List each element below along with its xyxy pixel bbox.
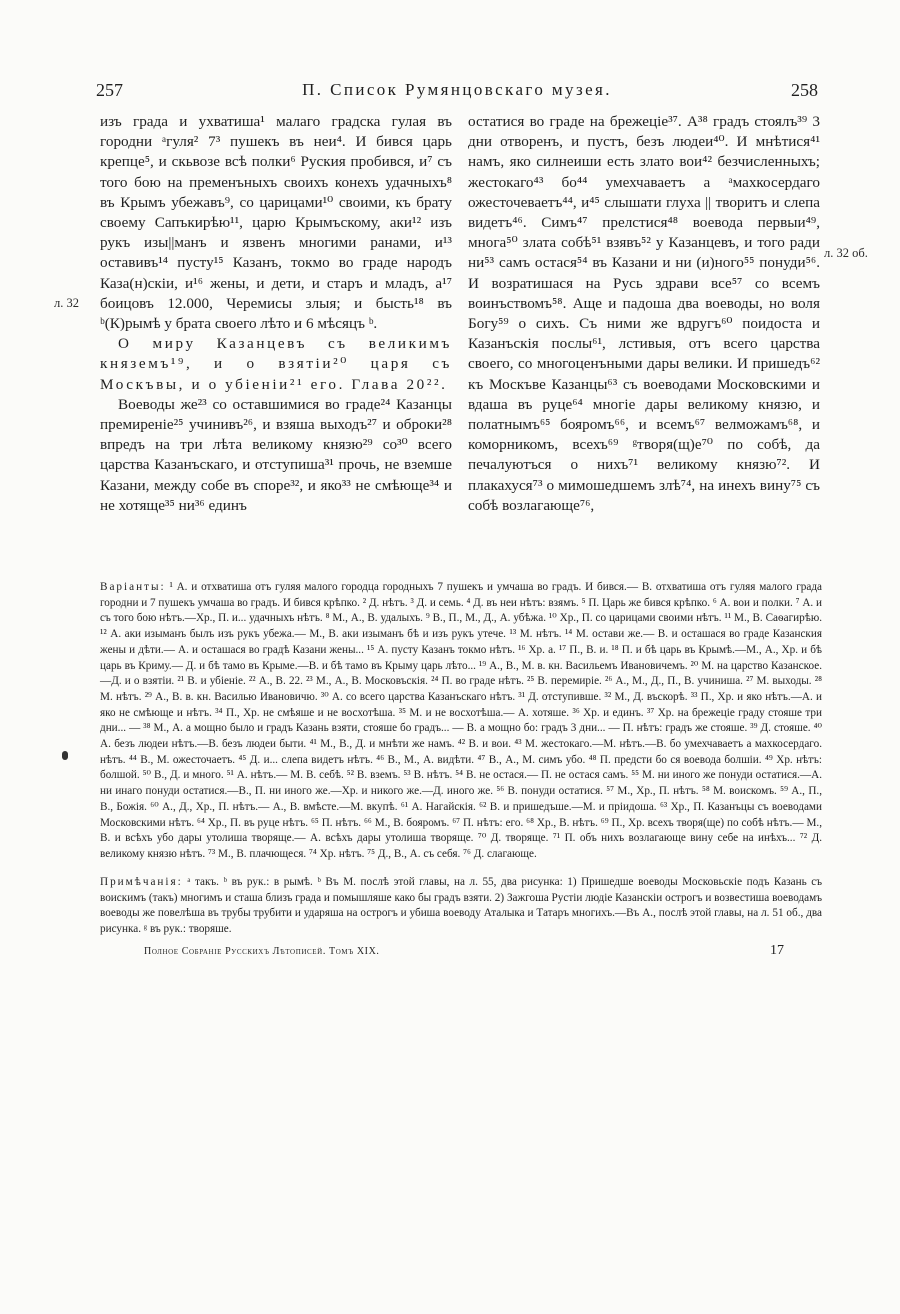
page-number-right: 258: [791, 80, 818, 100]
margin-reference-right: л. 32 об.: [824, 246, 868, 260]
variants-text: ¹ А. и отхватиша отъ гуляя малого городца городныхъ 7 пушекъ и умчаша во градъ. И бився.— В. отхватиша отъ гуляя малого града городни и 7 пушекъ умчаша во градъ. И бився крѣпко. ² Д. нѣтъ. ³ Д. и семь. ⁴ Д. въ неи нѣтъ: взямъ. ⁵ П. Царь же бився крѣпко. ⁶ А. вои и полки. ⁷ А. и съ того бою нѣтъ.—Хр., П. и... удачныхъ нѣтъ. ⁸ М., А., В. удалыхъ. ⁹ В., П., М., Д., А. убѣжа. ¹⁰ Хр., П. со царицами своими нѣтъ. ¹¹ М., В. Саѳагирѣю. ¹² А. аки изыманъ былъ изъ рукъ убежа.— М., В. аки изыманъ бѣ и изъ рукъ утече. ¹³ М. нѣтъ. ¹⁴ М. остави же.— В. и осташася во граде Казанския жены и дѣти.— А. и осташася во градѣ Казани жены... ¹⁵ А. пусту Казанъ токмо нѣтъ. ¹⁶ Хр. а. ¹⁷ П., В. и. ¹⁸ П. и бѣ царь въ Крымѣ.—М., А., Хр. и бѣ царь въ Криму.— Д. и бѣ тамо въ Крыме.—В. и бѣ тамо въ Крыму царь лѣто... ¹⁹ А., В., М. в. кн. Васильемъ Ивановичемъ. ²⁰ М. на царство Казанское.—Д. и о взятіи. ²¹ В. и убіеніе. ²² А., В. 22. ²³ М., А., В. Московъскія. ²⁴ П. во граде нѣтъ. ²⁵ В. перемиріе. ²⁶ А., М., Д., П., В. учиниша. ²⁷ М. выходы. ²⁸ М. нѣтъ. ²⁹ А., В. в. кн. Василью Ивановичю. ³⁰ А. со всего царства Казанъскаго нѣтъ. ³¹ Д. отступивше. ³² М., Д. въскорѣ. ³³ П., Хр. и яко нѣтъ.—А. и яко не смѣюще и нѣтъ. ³⁴ П., Хр. не смѣяше и не восхотѣша. ³⁵ М. и не восхотѣша.— А. хотяше. ³⁶ Хр. и единъ. ³⁷ Хр. на брежеціе граду стояше три дни... — ³⁸ М., А. а мощно было и градъ Казань взяти, стояше бо градъ... — В. а мощно бо: градъ 3 дни... — П. нѣтъ: градъ же стояше. ³⁹ Д. стояше. ⁴⁰ А. безъ людеи нѣтъ.—В. безъ людеи быти. ⁴¹ М., В., Д. и мнѣти же намъ. ⁴² В. и вои. ⁴³ М. жестокаго.—М. нѣтъ.—В. бо умехчаваетъ а махкосердаго. нѣтъ. ⁴⁴ В., М. ожесточаетъ. ⁴⁵ Д. и... слепа видетъ нѣтъ. ⁴⁶ В., М., А. видѣти. ⁴⁷ В., А., М. симъ убо. ⁴⁸ П. предсти бо ся воевода болшіи. ⁴⁹ Хр. нѣтъ: болшой. ⁵⁰ В., Д. и много. ⁵¹ А. нѣтъ.— М. В. себѣ. ⁵² В. вземъ. ⁵³ В. нѣтъ. ⁵⁴ В. не остася.— П. не остася самъ. ⁵⁵ М. ни иного же понуди остатися.—А. ни инаго понуди остатися.—В., П. ни иного же.—Хр. и никого же.—Д. иного же. ⁵⁶ В. понуди остатися. ⁵⁷ М., Хр., П. нѣтъ. ⁵⁸ М. воискомъ. ⁵⁹ А., П., В., Божія. ⁶⁰ А., Д., Хр., П. нѣтъ.— А., В. вмѣсте.—М. вкупѣ. ⁶¹ А. Нагайскія. ⁶² В. и пришедъше.—М. и пріидоша. ⁶³ Хр., П. Казанъцы съ воеводами Московскими нѣтъ. ⁶⁴ Хр., П. въ руце нѣтъ. ⁶⁵ П. нѣтъ. ⁶⁶ М., В. бояромъ. ⁶⁷ П. нѣтъ: его. ⁶⁸ Хр., В. нѣтъ. ⁶⁹ П., Хр. всехъ творя(ще) по собѣ нѣтъ.— М., В. и всѣхъ убо дары утолиша творяще.— А. всѣхъ дары утолиша творяще. ⁷⁰ Д. творяще. ⁷¹ П. объ нихъ возлагающе вину себе на инѣхъ... ⁷² Д. великому князю нѣтъ. ⁷³ М., В. плачющеся. ⁷⁴ Хр. нѣтъ. ⁷⁵ Д., В., А. съ себя. ⁷⁶ Д. слагающе.: [100, 581, 823, 860]
left-column-paragraph: изъ града и ухватиша¹ малаго градска гулая въ городни ᵃгуля² 7³ пушекъ въ неи⁴. И бився царь крепце⁵, и скьвозе всѣ полки⁶ Руския пробився, и⁷ съ того бою на пременъныхъ своихъ конехъ удачныхъ⁸ въ Крымъ убежавъ⁹, со царицами¹⁰ своими, къ брату своему Сапъкирѣю¹¹, царю Крымъскому, аки¹² изъ рукъ изы||манъ и язвенъ многими ранами, и¹³ оставивъ¹⁴ пусту¹⁵ Казанъ, токмо во граде народъ Каза(н)скіи, и¹⁶ жены, и дети, и старъ и младъ, а¹⁷ боицовъ 12.000, Черемисы злыя; и бысть¹⁸ въ ᵇ(К)рымѣ у брата своего лѣто и 6 мѣсяцъ ᵇ.: [100, 113, 452, 333]
running-header: [96, 80, 818, 106]
remarks-text: ᵃ такъ. ᵇ въ рук.: в рымѣ. ᵇ Въ М. послѣ этой главы, на л. 55, два рисунка: 1) Пришедше воеводы Московьскіе подъ Казань съ воискимъ (такъ) многимъ и сташа близъ града и помышляше како бы градъ взяти. 2) Зажгоша Рустіи людіе Казанскіи острогъ и возвестиша воеводамъ воеводы же повелѣша въ трубы трубити и ударяша на острогъ и убиша воеводу Аталыка и Татаръ многихъ.—Въ А., послѣ этой главы, на л. 51 об., два рисунка. ᵍ въ рук.: творяше.: [100, 876, 822, 936]
variants-apparatus: [100, 580, 822, 863]
margin-mark-icon: [62, 751, 68, 760]
running-title: П. Список Румянцовскаго музея.: [302, 80, 612, 99]
left-column: [100, 112, 452, 516]
left-column-paragraph-2: Воеводы же²³ со оставшимися во граде²⁴ Казанцы премиреніе²⁵ учинивъ²⁶, и взяша выходъ²⁷ и оброки²⁸ впредъ на три лѣта великому князю²⁹ со³⁰ всего царства Казанъскаго, и отступиша³¹ прочь, не вземше Казани, между собе въ споре³², и яко³³ не смѣюще³⁴ и не хотяще³⁵ ни³⁶ единъ: [100, 395, 452, 514]
chapter-heading: О миру Казанцевъ съ великимъ княземъ¹⁹, и о взятіи²⁰ царя съ Москъвы, и о убіеніи²¹ его. Глава 20²².: [100, 335, 452, 393]
remarks: [100, 875, 822, 938]
remarks-label: Примѣчанія:: [100, 876, 183, 888]
margin-reference-left: л. 32: [54, 296, 79, 310]
folio-number: 17: [770, 943, 784, 958]
variants-label: Варіанты:: [100, 581, 166, 593]
page-number-left: 257: [96, 80, 123, 100]
collection-footer: Полное Собраніе Русскихъ Лѣтописей. Томъ XIX.: [144, 946, 380, 957]
right-column-paragraph: остатися во граде на брежеціе³⁷. А³⁸ градъ стоялъ³⁹ 3 дни отворенъ, и пустъ, безъ людеи⁴⁰. И мнѣтися⁴¹ намъ, яко силнеиши есть злато вои⁴² безчисленныхъ; жестокаго⁴³ бо⁴⁴ умехчаваетъ а ᵃмахкосердаго ожесточеваетъ⁴⁴, и⁴⁵ слышати глуха || творитъ и слепа видетъ⁴⁶. Симъ⁴⁷ прелстися⁴⁸ воевода первыи⁴⁹, многа⁵⁰ злата собѣ⁵¹ взявъ⁵² у Казанцевъ, и того ради ни⁵³ самъ остася⁵⁴ въ Казани и ни (и)ного⁵⁵ понуди⁵⁶. И возратишася на Русь здрави все⁵⁷ со всемъ воинъствомъ⁵⁸. Аще и падоша два воеводы, но воля Богу⁵⁹ о сихъ. Съ ними же вдругъ⁶⁰ поидоста и Казанъскія послы⁶¹, лстивыя, отъ всего царства своего, со многоценъными дары велики. И пришедъ⁶² къ Москъве Казанцы⁶³ съ воеводами Московскими и вдаша въ руце⁶⁴ многіе дары великому князю, и полатнымъ⁶⁵ бояромъ⁶⁶, и всемъ⁶⁷ велможамъ⁶⁸, и коморникомъ, всехъ⁶⁹ ᵍтворя(щ)е⁷⁰ по собѣ, да печалуютъся о нихъ⁷¹ великому князю⁷². И плакахуся⁷³ о мимошедшемъ злѣ⁷⁴, на инехъ вину⁷⁵ съ собѣ возлагающе⁷⁶,: [468, 113, 820, 514]
right-column: [468, 112, 820, 516]
